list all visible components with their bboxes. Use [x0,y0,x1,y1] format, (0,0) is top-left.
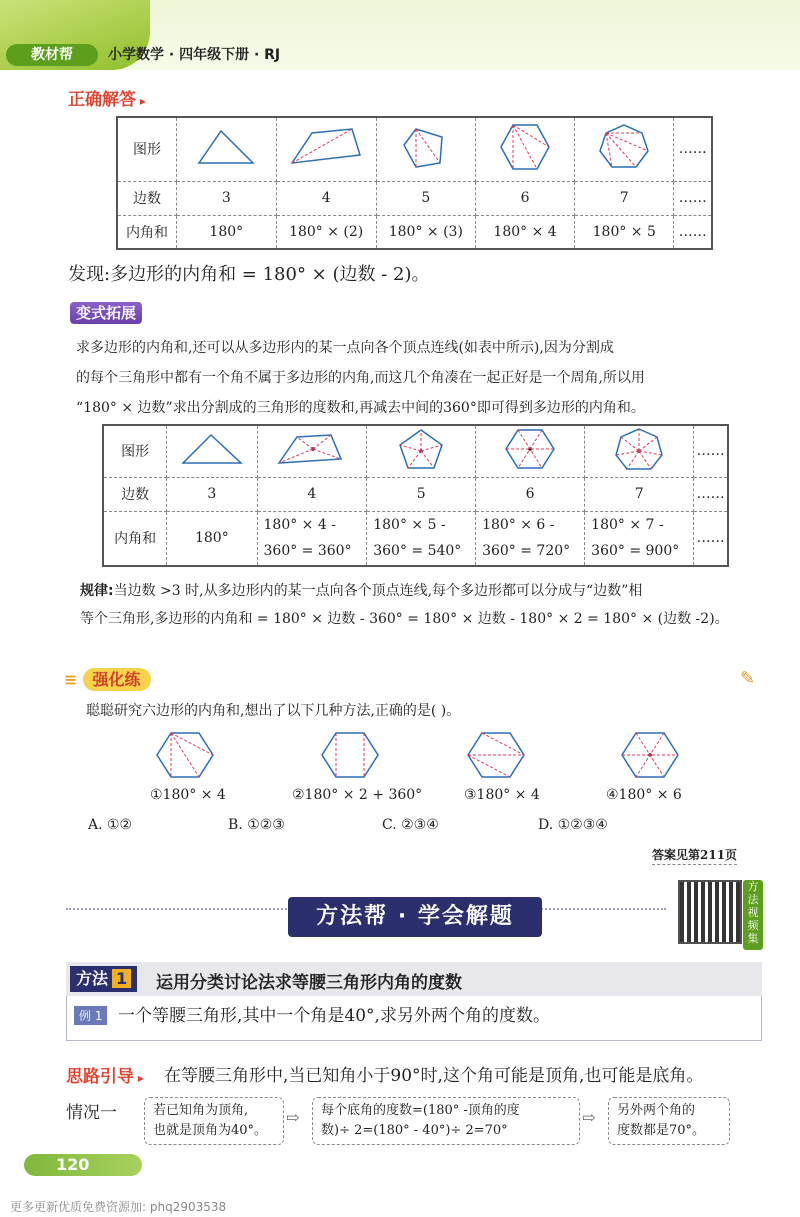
quadrilateral-figure [276,117,376,181]
sum-cell: 180° × 5 - 360° = 540° [367,511,476,566]
pentagon-split-figure [367,425,476,477]
ellipsis-cell: …… [674,215,712,249]
guide-text: 在等腰三角形中,当已知角小于90°时,这个角可能是顶角,也可能是底角。 [164,1066,704,1086]
table-basic [116,116,713,250]
case-box-3: 另外两个角的 度数都是70°。 [608,1097,730,1145]
discovery-text: 发现:多边形的内角和 = 180° × (边数 - 2)。 [68,264,430,285]
method-label-1: ①180° × 4 [150,787,226,803]
sum-cell: 180° × 6 - 360° = 720° [476,511,585,566]
sum-cell: 180° × 5 [575,215,674,249]
pencil-icon: ✎ [740,668,756,689]
sides-cell: 3 [167,477,257,511]
sum-cell: 180° × 4 [475,215,574,249]
heptagon-figure [575,117,674,181]
ellipsis-cell: …… [694,425,728,477]
ellipsis-cell: …… [694,477,728,511]
ellipsis-cell: …… [694,511,728,566]
sum-cell: 180° × (3) [376,215,475,249]
table-variant [102,424,729,567]
triangle-figure [167,425,257,477]
hexagon-split-figure [476,425,585,477]
heptagon-split-figure [585,425,694,477]
sides-cell: 7 [575,181,674,215]
sides-cell: 4 [276,181,376,215]
section-title-variant: 变式拓展 [70,302,142,323]
sides-cell: 6 [475,181,574,215]
practice-question: 聪聪研究六边形的内角和,想出了以下几种方法,正确的是( )。 [86,703,461,719]
sum-cell: 180° [176,215,276,249]
method-label-2: ②180° × 2 + 360° [292,787,423,803]
section-title-practice: ≡ 强化练 [64,667,151,690]
guide-label: 思路引导 ▸ [66,1067,144,1087]
sum-cell: 180° [167,511,257,566]
row-label-sides: 边数 [117,181,176,215]
example-text: 一个等腰三角形,其中一个角是40°,求另外两个角的度数。 [118,1006,550,1026]
choice-b[interactable]: B. ①②③ [228,817,285,833]
rule-text: 规律:当边数 >3 时,从多边形内的某一点向各个顶点连线,每个多边形都可以分成与“边数”相 等个三角形,多边形的内角和 = 180° × 边数 - 360° = 180° × 边数 - 180° × 2 = 180° × (边数 -2)。 [80,583,729,627]
arrow-icon: ⇨ [582,1108,596,1127]
row-label-shape: 图形 [117,117,176,181]
hexagon-method-4 [620,730,680,780]
book-title: 小学数学 · 四年级下册 · RJ [108,47,281,63]
choice-c[interactable]: C. ②③④ [382,817,439,833]
video-tag[interactable]: 方法视频集 [743,880,763,950]
sides-cell: 5 [376,181,475,215]
row-label-sum: 内角和 [103,511,167,566]
case-box-1: 若已知角为顶角, 也就是顶角为40°。 [144,1097,284,1145]
case-label: 情况一 [66,1103,117,1123]
hexagon-method-3 [466,730,526,780]
example-label: 例 1 [74,1006,107,1025]
ellipsis-cell: …… [674,181,712,215]
row-label-sum: 内角和 [117,215,176,249]
row-label-shape: 图形 [103,425,167,477]
sides-cell: 4 [257,477,367,511]
brand-tag: 教材帮 [6,44,98,66]
case-box-2: 每个底角的度数=(180° -顶角的度 数)÷ 2=(180° - 40°)÷ 2=70° [312,1097,580,1145]
watermark: 更多更新优质免费资源加: phq2903538 [10,1200,227,1214]
choice-a[interactable]: A. ①② [88,817,133,833]
hexagon-method-2 [320,730,380,780]
answer-reference[interactable]: 答案见第211页 [652,846,737,865]
sides-cell: 5 [367,477,476,511]
hexagon-figure [475,117,574,181]
quadrilateral-split-figure [257,425,367,477]
row-label-sides: 边数 [103,477,167,511]
sum-cell: 180° × (2) [276,215,376,249]
method-label-3: ③180° × 4 [464,787,540,803]
sides-cell: 3 [176,181,276,215]
method-label-4: ④180° × 6 [606,787,682,803]
triangle-figure [176,117,276,181]
sides-cell: 7 [585,477,694,511]
page-number: 120 [56,1155,90,1174]
sides-cell: 6 [476,477,585,511]
sum-cell: 180° × 7 - 360° = 900° [585,511,694,566]
sum-cell: 180° × 4 - 360° = 360° [257,511,367,566]
ellipsis-cell: …… [674,117,712,181]
choice-d[interactable]: D. ①②③④ [538,817,608,833]
hexagon-method-1 [155,730,215,780]
variant-paragraph: 求多边形的内角和,还可以从多边形内的某一点向各个顶点连线(如表中所示),因为分割成 的每个三角形中都有一个角不属于多边形的内角,而这几个角凑在一起正好是一个周角,所以用 “180° × 边数”求出分割成的三角形的度数和,再减去中间的360°即可得到多边形的内角和。 [76,340,645,416]
method-label: 方法 1 [70,966,137,992]
qr-code-icon[interactable] [678,880,742,944]
arrow-icon: ⇨ [286,1108,300,1127]
method-title: 运用分类讨论法求等腰三角形内角的度数 [156,973,462,993]
banner-title: 方法帮 · 学会解题 [288,897,542,937]
section-title-correct: 正确解答 ▸ [68,90,146,110]
pentagon-figure [376,117,475,181]
